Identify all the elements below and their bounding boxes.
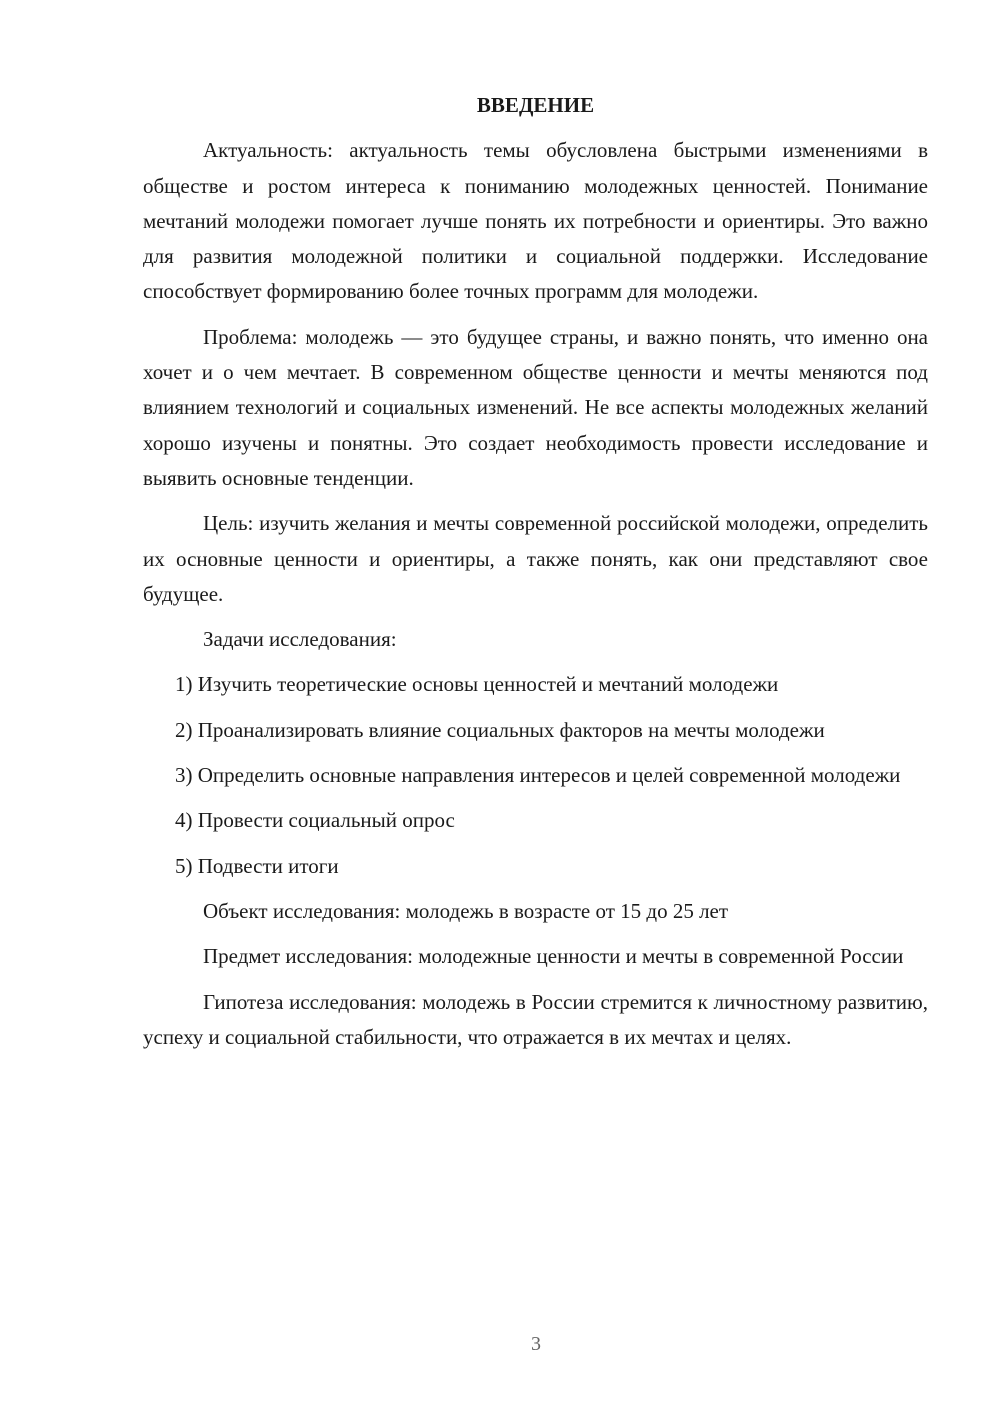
goal-paragraph: Цель: изучить желания и мечты современной российской молодежи, определить их основные ценности и ориентиры, а также понять, как они представляют свое будущее. — [143, 511, 928, 606]
tasks-title: Задачи исследования: — [203, 627, 397, 652]
subject-paragraph: Предмет исследования: молодежные ценности и мечты в современной России — [203, 944, 904, 969]
page-title: ВВЕДЕНИЕ — [476, 93, 595, 117]
task-item-4: 4) Провести социальный опрос — [175, 808, 455, 833]
hypothesis-paragraph: Гипотеза исследования: молодежь в России стремится к личностному развитию, успеху и социальной стабильности, что отражается в их мечтах и целях. — [143, 989, 928, 1049]
object-paragraph: Объект исследования: молодежь в возрасте от 15 до 25 лет — [203, 898, 729, 923]
task-item-5: 5) Подвести итоги — [175, 853, 339, 878]
document-page — [143, 88, 928, 1055]
problem-paragraph: Проблема: молодежь — это будущее страны, и важно понять, что именно она хочет и о чем мечтает. В современном обществе ценности и мечты меняются под влиянием технологий и социальных изменений. Не все аспекты молодежных желаний хорошо изучены и понятны. Это создает необходимость провести исследование и выявить основные тенденции. — [143, 324, 928, 490]
relevance-paragraph: Актуальность: актуальность темы обусловлена быстрыми изменениями в обществе и ростом интереса к пониманию молодежных ценностей. Понимание мечтаний молодежи помогает лучше понять их потребности и ориентиры. Это важно для развития молодежной политики и социальной поддержки. Исследование способствует формированию более точных программ для молодежи. — [143, 138, 928, 304]
task-item-3: 3) Определить основные направления интересов и целей современной молодежи — [175, 763, 901, 788]
page-number: 3 — [531, 1333, 541, 1355]
task-item-2: 2) Проанализировать влияние социальных факторов на мечты молодежи — [175, 717, 825, 742]
task-item-1: 1) Изучить теоретические основы ценностей и мечтаний молодежи — [175, 672, 779, 697]
